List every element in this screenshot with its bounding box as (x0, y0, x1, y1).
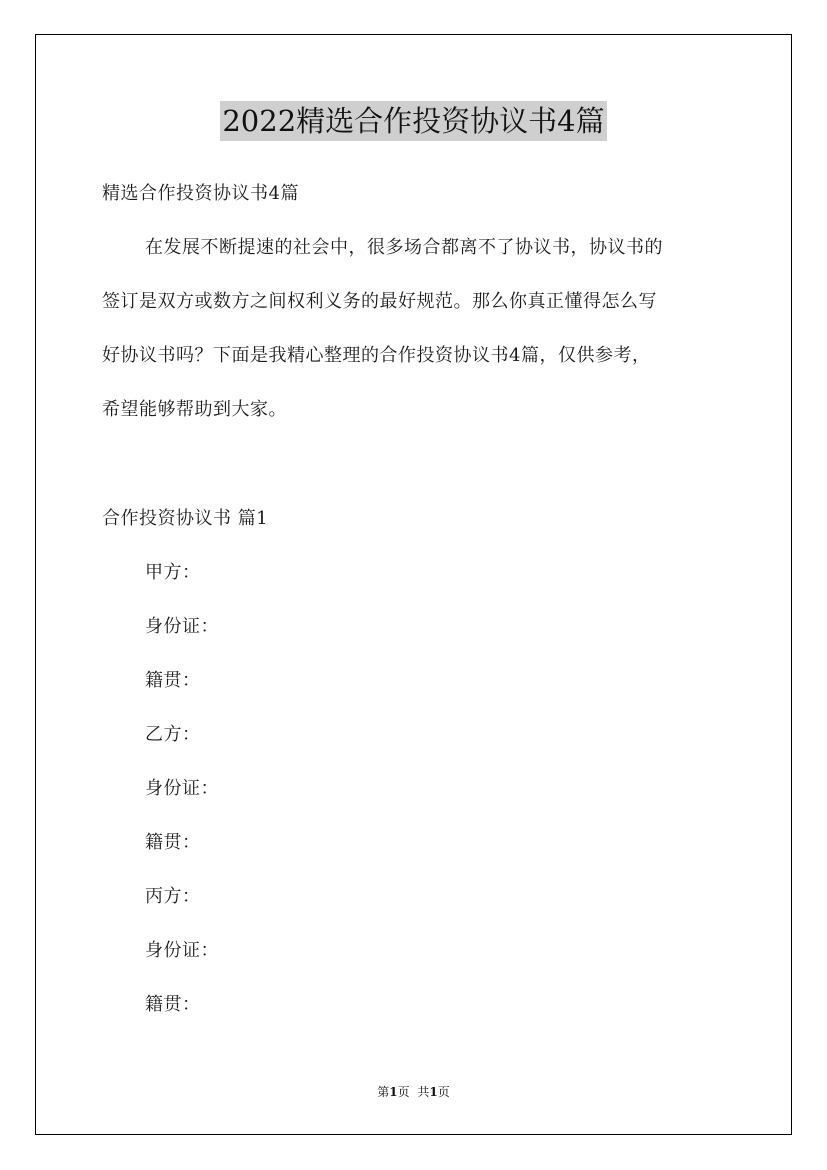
footer-page-prefix: 第 (377, 1085, 390, 1099)
page-footer (0, 1084, 827, 1100)
intro-line-1: 在发展不断提速的社会中，很多场合都离不了协议书，协议书的 (145, 237, 663, 258)
footer-total-suffix: 页 (437, 1085, 450, 1099)
party-c-origin-label: 籍贯： (145, 994, 201, 1015)
party-a-label: 甲方： (145, 562, 201, 583)
intro-line-4: 希望能够帮助到大家。 (102, 399, 287, 420)
party-c-id-label: 身份证： (145, 940, 219, 961)
party-a-id-label: 身份证： (145, 616, 219, 637)
footer-total-prefix: 共 (417, 1085, 430, 1099)
party-b-label: 乙方： (145, 724, 201, 745)
document-title: 2022精选合作投资协议书4篇 (220, 101, 606, 141)
footer-page-suffix: 页 (397, 1085, 410, 1099)
document-subtitle: 精选合作投资协议书4篇 (102, 183, 299, 204)
section-heading: 合作投资协议书 篇1 (102, 508, 269, 529)
party-b-id-label: 身份证： (145, 778, 219, 799)
intro-line-3: 好协议书吗？下面是我精心整理的合作投资协议书4篇，仅供参考， (102, 345, 651, 366)
footer-page-number: 1 (389, 1085, 398, 1099)
party-a-origin-label: 籍贯： (145, 670, 201, 691)
intro-line-2: 签订是双方或数方之间权利义务的最好规范。那么你真正懂得怎么写 (102, 291, 657, 312)
party-c-label: 丙方： (145, 886, 201, 907)
party-b-origin-label: 籍贯： (145, 832, 201, 853)
title-container (0, 101, 827, 141)
footer-total-number: 1 (429, 1085, 438, 1099)
